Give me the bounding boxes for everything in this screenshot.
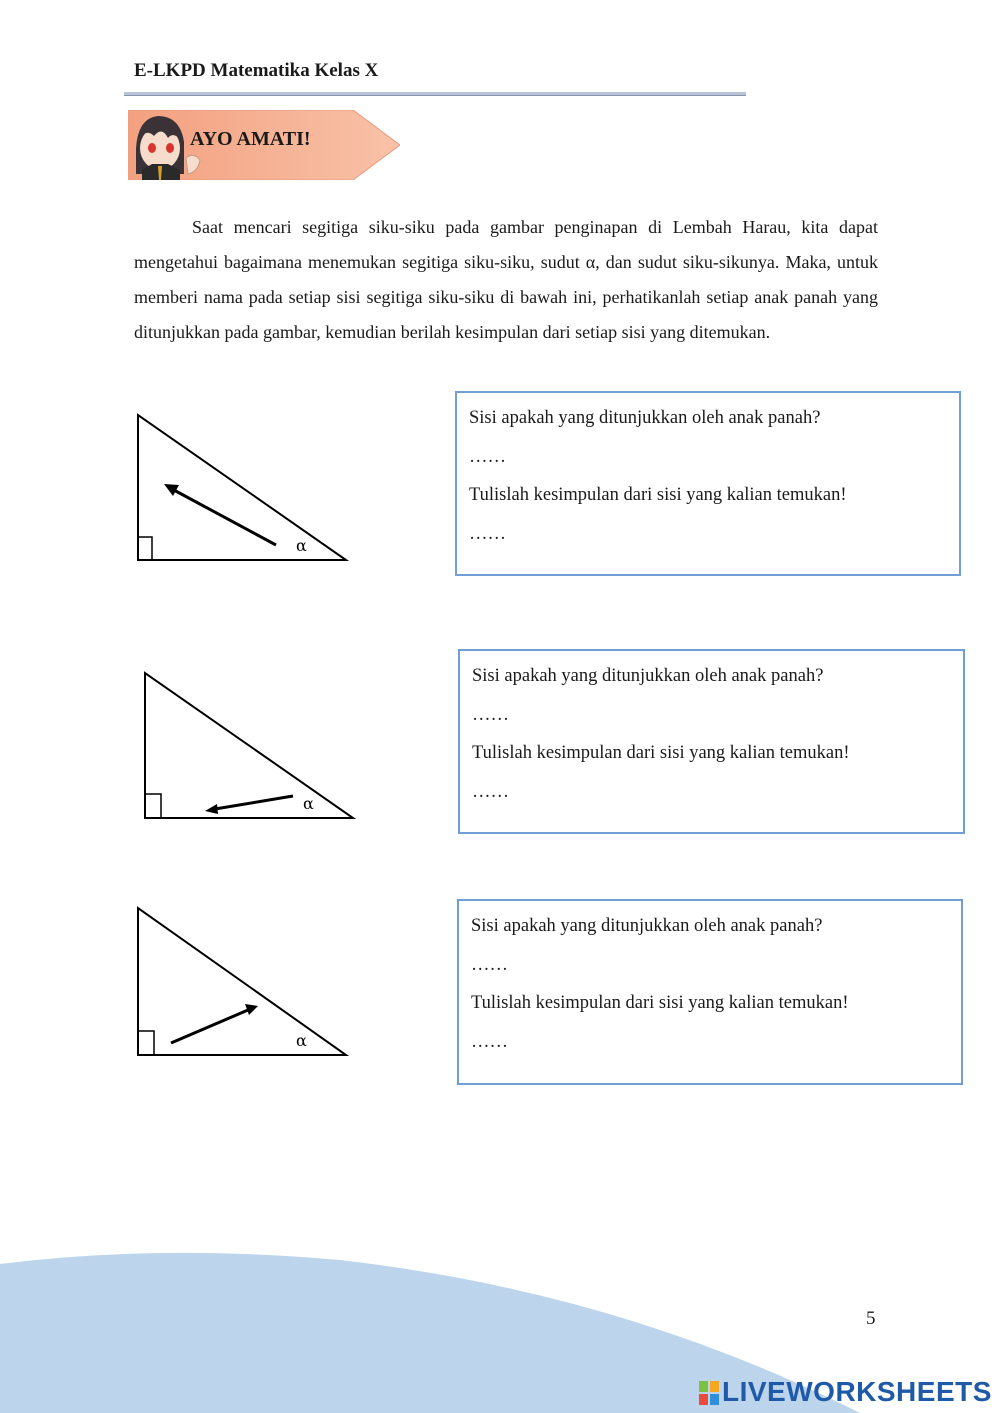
angle-alpha-label: α bbox=[296, 1031, 307, 1050]
conclusion-field[interactable]: …… bbox=[469, 523, 506, 544]
intro-paragraph bbox=[134, 210, 878, 350]
header-divider bbox=[124, 92, 746, 96]
instruction-text: Tulislah kesimpulan dari sisi yang kalian temukan! bbox=[472, 743, 850, 763]
right-triangle-figure bbox=[128, 900, 358, 1065]
right-triangle-figure bbox=[135, 663, 365, 828]
question-box bbox=[455, 391, 961, 576]
document-title: E-LKPD Matematika Kelas X bbox=[134, 60, 379, 81]
banner-title: AYO AMATI! bbox=[190, 128, 311, 150]
answer-field[interactable]: …… bbox=[472, 704, 509, 725]
liveworksheets-logo-icon bbox=[698, 1377, 722, 1409]
question-text: Sisi apakah yang ditunjukkan oleh anak panah? bbox=[471, 916, 823, 936]
conclusion-field[interactable]: …… bbox=[472, 781, 509, 802]
question-text: Sisi apakah yang ditunjukkan oleh anak panah? bbox=[469, 408, 821, 428]
arrow-icon bbox=[171, 1010, 248, 1043]
question-box bbox=[458, 649, 965, 834]
instruction-text: Tulislah kesimpulan dari sisi yang kalian temukan! bbox=[471, 993, 849, 1013]
angle-alpha-label: α bbox=[296, 536, 307, 555]
instruction-text: Tulislah kesimpulan dari sisi yang kalian temukan! bbox=[469, 485, 847, 505]
arrow-icon bbox=[172, 489, 276, 545]
page-number: 5 bbox=[866, 1308, 876, 1329]
brand-name: LIVEWORKSHEETS bbox=[722, 1376, 992, 1407]
question-text: Sisi apakah yang ditunjukkan oleh anak panah? bbox=[472, 666, 824, 686]
arrow-icon bbox=[215, 796, 293, 809]
answer-field[interactable]: …… bbox=[469, 446, 506, 467]
answer-field[interactable]: …… bbox=[471, 954, 508, 975]
question-box bbox=[457, 899, 963, 1085]
intro-text: Saat mencari segitiga siku-siku pada gambar penginapan di Lembah Harau, kita dapat mengetahui bagaimana menemukan segitiga siku-siku, sudut α, dan sudut siku-sikunya. Maka, untuk memberi nama pada setiap sisi segitiga siku-siku di bawah ini, perhatikanlah setiap anak panah yang ditunjukkan pada gambar, kemudian berilah kesimpulan dari setiap sisi yang ditemukan. bbox=[134, 217, 878, 342]
angle-alpha-label: α bbox=[303, 794, 314, 813]
right-triangle-figure bbox=[128, 405, 358, 570]
conclusion-field[interactable]: …… bbox=[471, 1031, 508, 1052]
